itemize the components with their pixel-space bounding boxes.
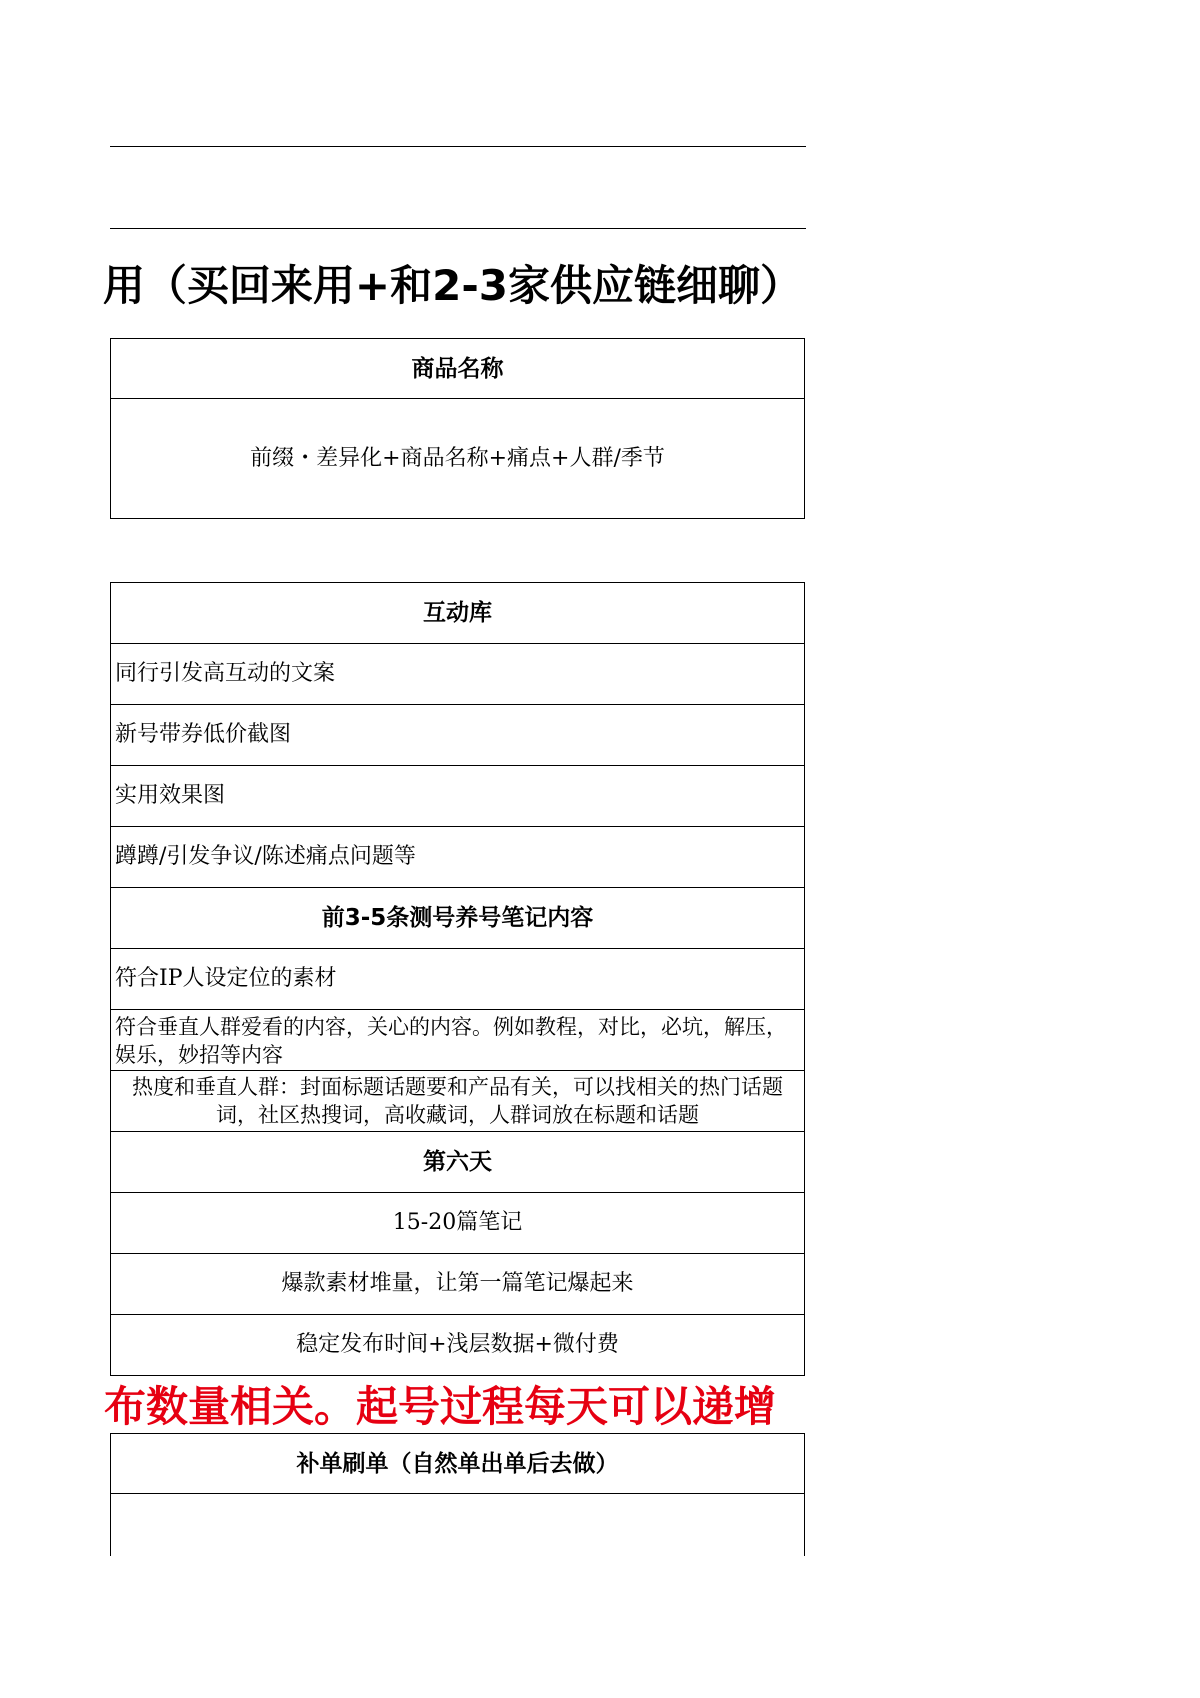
section-heading-text: 用（买回来用+和2-3家供应链细聊）	[102, 261, 802, 310]
supplement-order-body	[111, 1494, 805, 1556]
product-name-table	[110, 338, 805, 519]
day-six-header: 第六天	[111, 1132, 805, 1193]
product-name-header: 商品名称	[111, 339, 805, 399]
interaction-item: 实用效果图	[111, 766, 805, 827]
test-note-item: 符合IP人设定位的素材	[111, 949, 805, 1010]
section-heading	[0, 251, 806, 321]
test-note-item: 热度和垂直人群：封面标题话题要和产品有关，可以找相关的热门话题词，社区热搜词，高收藏词，人群词放在标题和话题	[111, 1071, 805, 1132]
interaction-library-header: 互动库	[111, 583, 805, 644]
interaction-item: 蹲蹲/引发争议/陈述痛点问题等	[111, 827, 805, 888]
divider-line	[110, 146, 806, 147]
interaction-library-table	[110, 582, 805, 1376]
supplement-order-header: 补单刷单（自然单出单后去做）	[111, 1434, 805, 1494]
interaction-item: 新号带券低价截图	[111, 705, 805, 766]
test-notes-header: 前3-5条测号养号笔记内容	[111, 888, 805, 949]
day-six-item: 稳定发布时间+浅层数据+微付费	[111, 1315, 805, 1376]
supplement-order-table	[110, 1433, 805, 1556]
red-notice-heading	[0, 1372, 806, 1442]
day-six-item: 15-20篇笔记	[111, 1193, 805, 1254]
red-notice-text: 布数量相关。起号过程每天可以递增	[104, 1382, 777, 1431]
day-six-item: 爆款素材堆量，让第一篇笔记爆起来	[111, 1254, 805, 1315]
test-note-item: 符合垂直人群爱看的内容，关心的内容。例如教程，对比，必坑，解压，娱乐，妙招等内容	[111, 1010, 805, 1071]
product-name-formula: 前缀・差异化+商品名称+痛点+人群/季节	[111, 399, 805, 519]
divider-line	[110, 228, 806, 229]
interaction-item: 同行引发高互动的文案	[111, 644, 805, 705]
